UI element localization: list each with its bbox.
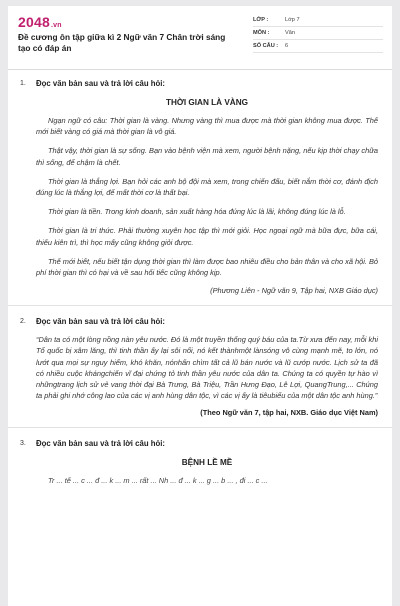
passage-paragraph: Thời gian là tri thức. Phải thường xuyên học tập thì mới giỏi. Học ngoại ngữ mà bữa đực, bữa cái, thiếu kiên trì, thì học mấy cũng không giỏi được.	[36, 226, 378, 247]
passage-source: (Theo Ngữ văn 7, tập hai, NXB. Giáo dục Việt Nam)	[200, 408, 378, 418]
question-prompt: Đọc văn bản sau và trả lời câu hỏi:	[36, 79, 166, 88]
document-content	[8, 76, 392, 486]
meta-row-class	[253, 14, 383, 27]
meta-label: LỚP :	[253, 17, 269, 23]
meta-row-subject	[253, 27, 383, 40]
passage-quote: “Dân ta có một lòng nồng nàn yêu nước. Đó là một truyền thống quý báu của ta.Từ xưa đến nay, mỗi khi Tổ quốc bị xâm lăng, thì tinh thần ấy lại sôi nổi, nó kết thànhmột lànsóng vô cùng mạnh mẽ, to lớn, nó lướt qua mọi sự nguy hiểm, khó khăn, nónhấn chìm tất cả lũ bán nước và lũ cướp nước. Lịch sử ta đã có nhiều cuộc khángchiến vĩ đại chứng tỏ tinh thần yêu nước của dân ta. Chúng ta có quyền tự hào vì nhữngtrang lịch sử vẻ vang thời đại Bà Trưng, Bà Triệu, Trần Hưng Đạo, Lê Lợi, QuangTrung,... Chúng ta phải ghi nhớ công lao của các vị anh hùng dân tộc, vì các vị ấy là tiêubiểu của một dân tộc anh hùng.”	[36, 335, 378, 401]
site-logo[interactable]	[18, 14, 62, 30]
document-meta-table	[253, 14, 383, 53]
section-divider	[8, 427, 392, 428]
meta-value: Lớp 7	[285, 17, 300, 23]
passage-paragraph: Thế mới biết, nếu biết tận dụng thời gian thì làm được bao nhiêu điều cho bản thân và cho xã hội. Bỏ phí thời gian thì có hại và về sau hối tiếc cũng không kịp.	[36, 256, 378, 278]
question-number: 2.	[20, 318, 26, 326]
meta-value: Văn	[285, 30, 295, 36]
section-divider	[8, 305, 392, 306]
question-prompt: Đọc văn bản sau và trả lời câu hỏi:	[36, 317, 166, 327]
question-prompt: Đọc văn bản sau và trả lời câu hỏi:	[36, 439, 166, 449]
document-page	[8, 6, 392, 606]
passage-paragraph: Thời gian là tiền. Trong kinh doanh, sản xuất hàng hóa đúng lúc là lãi, không đúng lúc là lỗ.	[48, 207, 346, 217]
passage-paragraph: Thật vậy, thời gian là sự sống. Bạn vào bệnh viện mà xem, người bệnh nặng, nếu kịp thời chạy chữa thì sống, để chậm là chết.	[36, 146, 378, 167]
meta-row-question-count	[253, 40, 383, 53]
passage-title: BỆNH LỀ MỀ	[181, 458, 233, 468]
meta-label: MÔN :	[253, 30, 270, 36]
question-2	[8, 314, 392, 417]
meta-label: SỐ CÂU :	[253, 43, 279, 49]
passage-source: (Phương Liên - Ngữ văn 9, Tập hai, NXB Giáo dục)	[210, 286, 378, 296]
passage-paragraph: Thời gian là thắng lợi. Bạn hỏi các anh bộ đội mà xem, trong chiến đấu, biết nắm thời cơ, đánh địch đúng lúc là thắng lợi, để mất thời cơ là thất bại.	[36, 176, 378, 198]
logo-main-text: 2048	[18, 14, 50, 30]
question-number: 1.	[20, 80, 26, 87]
document-header	[8, 6, 392, 70]
question-1	[8, 76, 392, 295]
meta-value: 6	[285, 43, 289, 49]
question-3	[8, 436, 392, 486]
passage-paragraph: Ngạn ngữ có câu: Thời gian là vàng. Nhưng vàng thì mua được mà thời gian không mua được. Thế mới biết vàng có giá mà thời gian là vô giá.	[36, 116, 378, 137]
passage-partial-text: Tr ... tế ... c ... đ ... k ... m ... rất ... Nh ... đ ... k ... g ... b ... , đi ... c ...	[48, 476, 268, 486]
logo-suffix-text: .vn	[50, 22, 62, 29]
document-title: Đề cương ôn tập giữa kì 2 Ngữ văn 7 Chân trời sáng tạo có đáp án	[18, 32, 226, 53]
question-number: 3.	[20, 440, 26, 448]
passage-title: THỜI GIAN LÀ VÀNG	[165, 98, 249, 107]
